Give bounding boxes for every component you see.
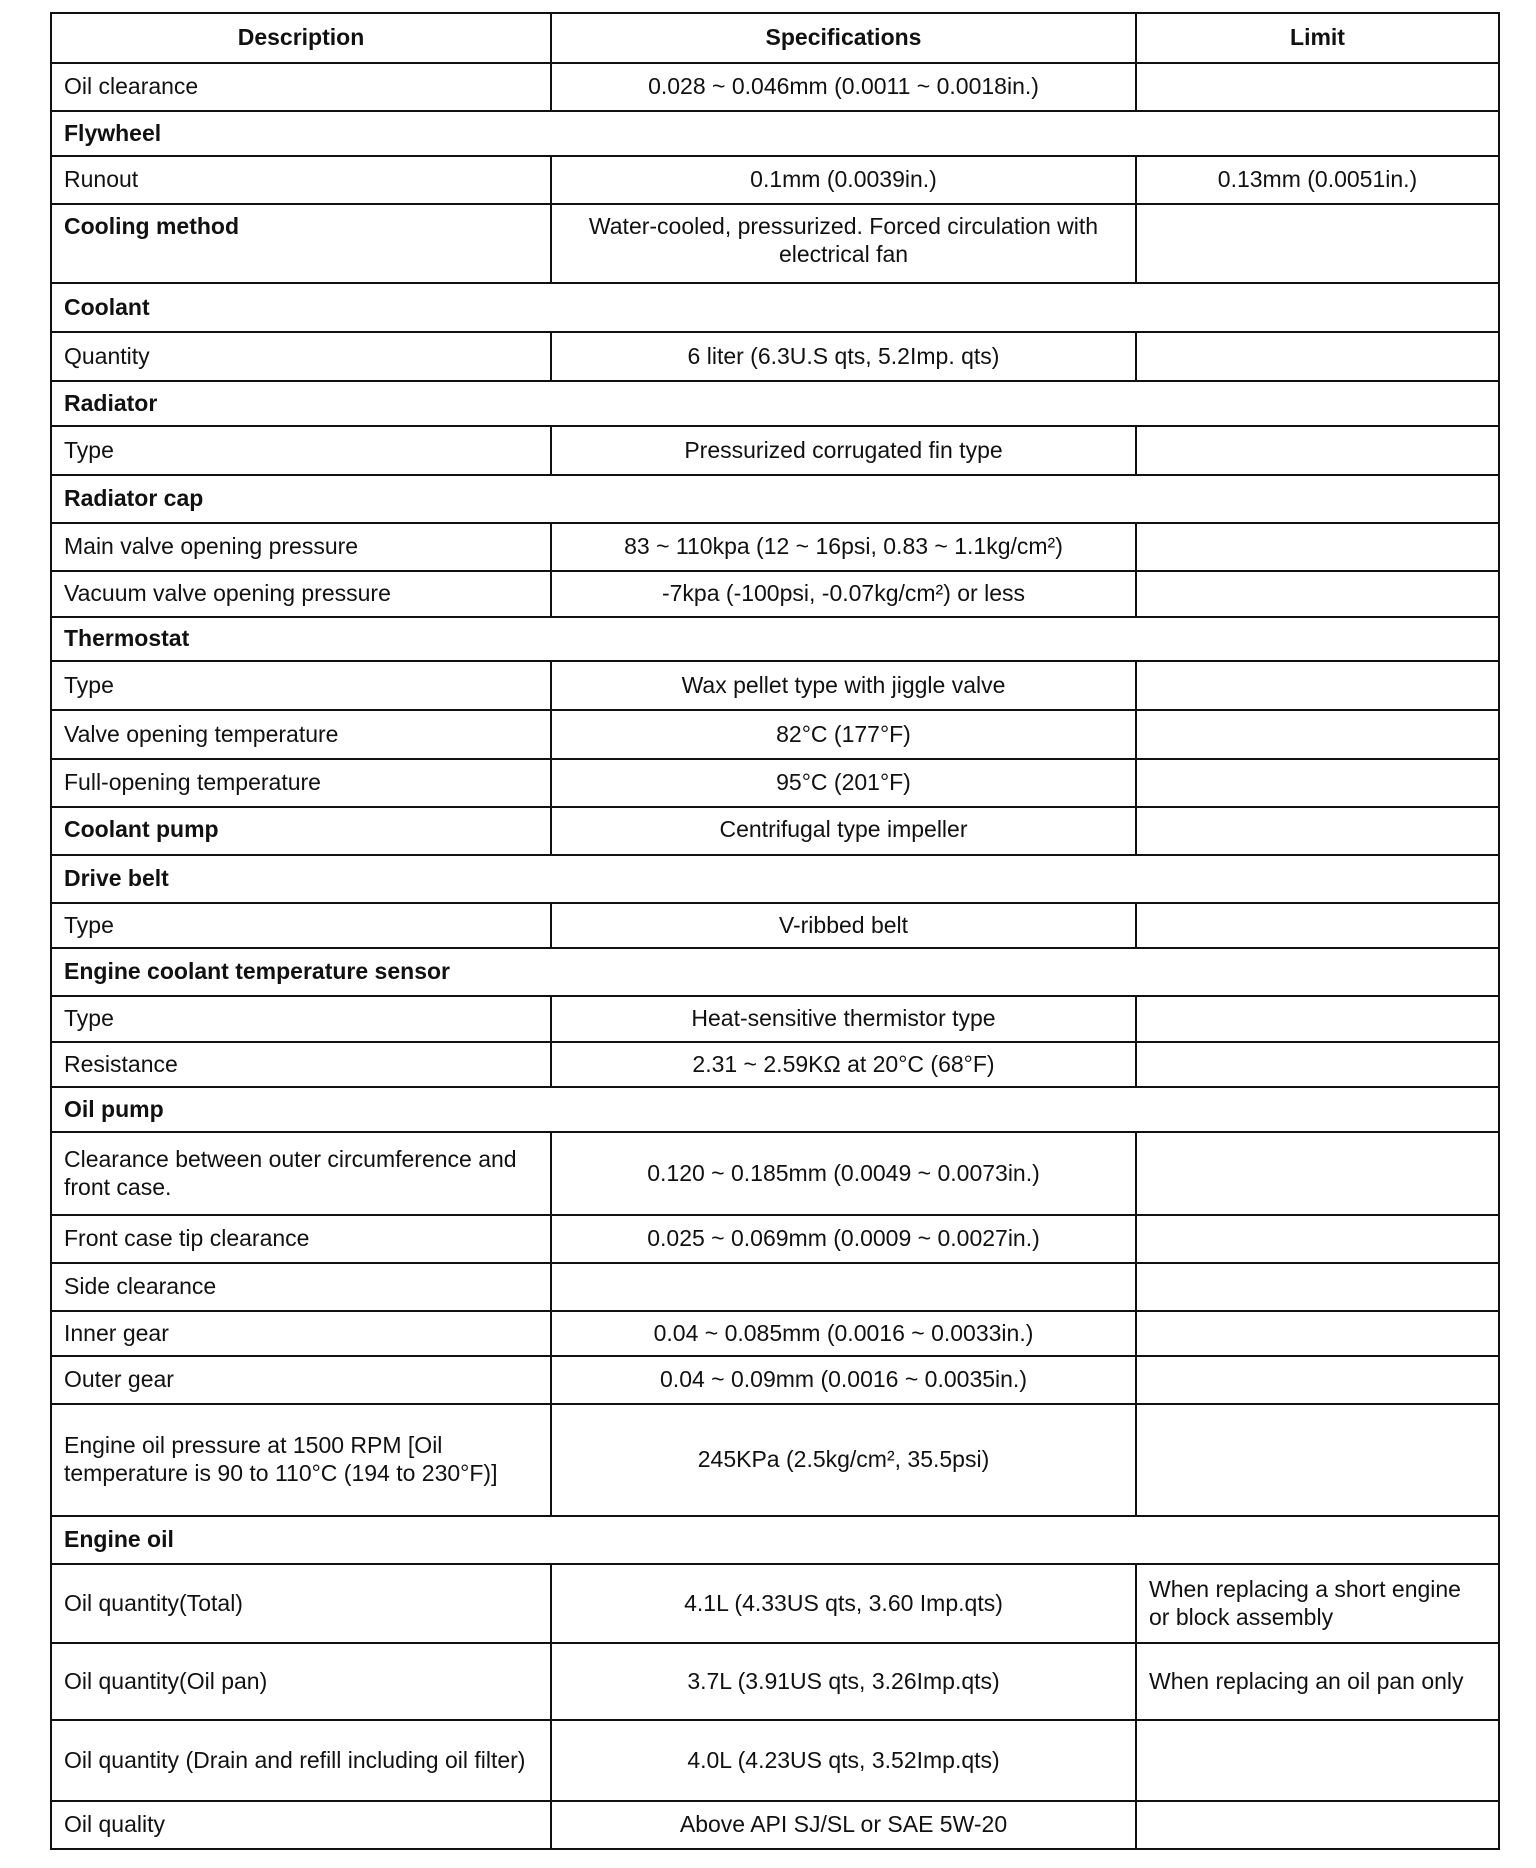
limit-cell [1136,1132,1499,1215]
table-row [51,903,1499,948]
specification-cell: 0.04 ~ 0.09mm (0.0016 ~ 0.0035in.) [551,1356,1136,1404]
description-cell: Vacuum valve opening pressure [51,571,551,617]
table-row [51,426,1499,475]
table-row [51,1801,1499,1849]
description-cell: Quantity [51,332,551,381]
limit-cell [1136,426,1499,475]
description-cell: Side clearance [51,1263,551,1311]
description-cell: Cooling method [51,204,551,283]
description-cell: Coolant pump [51,807,551,855]
section-header-row [51,1516,1499,1564]
table-row [51,1311,1499,1356]
limit-cell [1136,1263,1499,1311]
specification-cell: 2.31 ~ 2.59KΩ at 20°C (68°F) [551,1042,1136,1087]
specification-cell: 0.04 ~ 0.085mm (0.0016 ~ 0.0033in.) [551,1311,1136,1356]
table-row [51,1564,1499,1643]
description-cell: Inner gear [51,1311,551,1356]
table-body [51,63,1499,1849]
limit-cell: When replacing an oil pan only [1136,1643,1499,1720]
limit-cell [1136,996,1499,1042]
specification-cell: 4.1L (4.33US qts, 3.60 Imp.qts) [551,1564,1136,1643]
section-title: Engine oil [51,1516,1499,1564]
limit-cell [1136,1404,1499,1516]
limit-cell [1136,1042,1499,1087]
specification-cell: Pressurized corrugated fin type [551,426,1136,475]
limit-cell [1136,903,1499,948]
section-header-row [51,283,1499,332]
specification-cell: 0.025 ~ 0.069mm (0.0009 ~ 0.0027in.) [551,1215,1136,1263]
section-header-row [51,1087,1499,1132]
limit-cell [1136,1311,1499,1356]
specification-cell: 0.1mm (0.0039in.) [551,156,1136,204]
description-cell: Type [51,426,551,475]
specification-cell: 3.7L (3.91US qts, 3.26Imp.qts) [551,1643,1136,1720]
specification-cell: 0.120 ~ 0.185mm (0.0049 ~ 0.0073in.) [551,1132,1136,1215]
section-title: Thermostat [51,617,1499,661]
table-row [51,1356,1499,1404]
limit-cell [1136,63,1499,111]
limit-cell: When replacing a short engine or block assembly [1136,1564,1499,1643]
table-row [51,1404,1499,1516]
description-cell: Oil quantity (Drain and refill including oil filter) [51,1720,551,1801]
description-cell: Clearance between outer circumference and front case. [51,1132,551,1215]
table-row [51,204,1499,283]
section-title: Drive belt [51,855,1499,903]
header-description: Description [51,13,551,63]
specification-cell: 83 ~ 110kpa (12 ~ 16psi, 0.83 ~ 1.1kg/cm²) [551,523,1136,571]
specification-cell: 82°C (177°F) [551,710,1136,759]
limit-cell [1136,523,1499,571]
description-cell: Oil quality [51,1801,551,1849]
limit-cell [1136,332,1499,381]
description-cell: Engine oil pressure at 1500 RPM [Oil temperature is 90 to 110°C (194 to 230°F)] [51,1404,551,1516]
section-header-row [51,381,1499,426]
header-row [51,13,1499,63]
description-cell: Main valve opening pressure [51,523,551,571]
limit-cell [1136,1356,1499,1404]
table-row [51,759,1499,807]
table-row [51,710,1499,759]
table-row [51,1720,1499,1801]
section-header-row [51,948,1499,996]
table-row [51,1042,1499,1087]
description-cell: Oil quantity(Oil pan) [51,1643,551,1720]
specification-cell: Centrifugal type impeller [551,807,1136,855]
table-row [51,1643,1499,1720]
specification-cell [551,1263,1136,1311]
limit-cell [1136,661,1499,710]
description-cell: Resistance [51,1042,551,1087]
table-row [51,1263,1499,1311]
specification-cell: 245KPa (2.5kg/cm², 35.5psi) [551,1404,1136,1516]
table-row [51,332,1499,381]
section-title: Flywheel [51,111,1499,156]
description-cell: Oil clearance [51,63,551,111]
limit-cell [1136,1720,1499,1801]
section-header-row [51,111,1499,156]
specification-cell: V-ribbed belt [551,903,1136,948]
specification-cell: Water-cooled, pressurized. Forced circulation with electrical fan [551,204,1136,283]
table-row [51,1132,1499,1215]
specification-cell: Heat-sensitive thermistor type [551,996,1136,1042]
specification-cell: Above API SJ/SL or SAE 5W-20 [551,1801,1136,1849]
table-row [51,571,1499,617]
header-specifications: Specifications [551,13,1136,63]
section-title: Radiator cap [51,475,1499,523]
section-header-row [51,855,1499,903]
limit-cell [1136,571,1499,617]
section-header-row [51,475,1499,523]
description-cell: Type [51,661,551,710]
specification-cell: 0.028 ~ 0.046mm (0.0011 ~ 0.0018in.) [551,63,1136,111]
table-row [51,996,1499,1042]
description-cell: Type [51,996,551,1042]
table-row [51,63,1499,111]
section-title: Oil pump [51,1087,1499,1132]
table-row [51,807,1499,855]
table-row [51,661,1499,710]
header-limit: Limit [1136,13,1499,63]
section-header-row [51,617,1499,661]
limit-cell [1136,1801,1499,1849]
section-title: Coolant [51,283,1499,332]
description-cell: Oil quantity(Total) [51,1564,551,1643]
section-title: Engine coolant temperature sensor [51,948,1499,996]
table-row [51,523,1499,571]
limit-cell [1136,710,1499,759]
description-cell: Full-opening temperature [51,759,551,807]
limit-cell [1136,807,1499,855]
table-row [51,1215,1499,1263]
specifications-table [50,12,1500,1850]
limit-cell [1136,204,1499,283]
specification-cell: -7kpa (-100psi, -0.07kg/cm²) or less [551,571,1136,617]
specification-cell: 4.0L (4.23US qts, 3.52Imp.qts) [551,1720,1136,1801]
limit-cell [1136,759,1499,807]
section-title: Radiator [51,381,1499,426]
specification-cell: Wax pellet type with jiggle valve [551,661,1136,710]
limit-cell: 0.13mm (0.0051in.) [1136,156,1499,204]
limit-cell [1136,1215,1499,1263]
description-cell: Front case tip clearance [51,1215,551,1263]
specification-cell: 6 liter (6.3U.S qts, 5.2Imp. qts) [551,332,1136,381]
table-row [51,156,1499,204]
description-cell: Runout [51,156,551,204]
description-cell: Type [51,903,551,948]
description-cell: Valve opening temperature [51,710,551,759]
specification-cell: 95°C (201°F) [551,759,1136,807]
description-cell: Outer gear [51,1356,551,1404]
